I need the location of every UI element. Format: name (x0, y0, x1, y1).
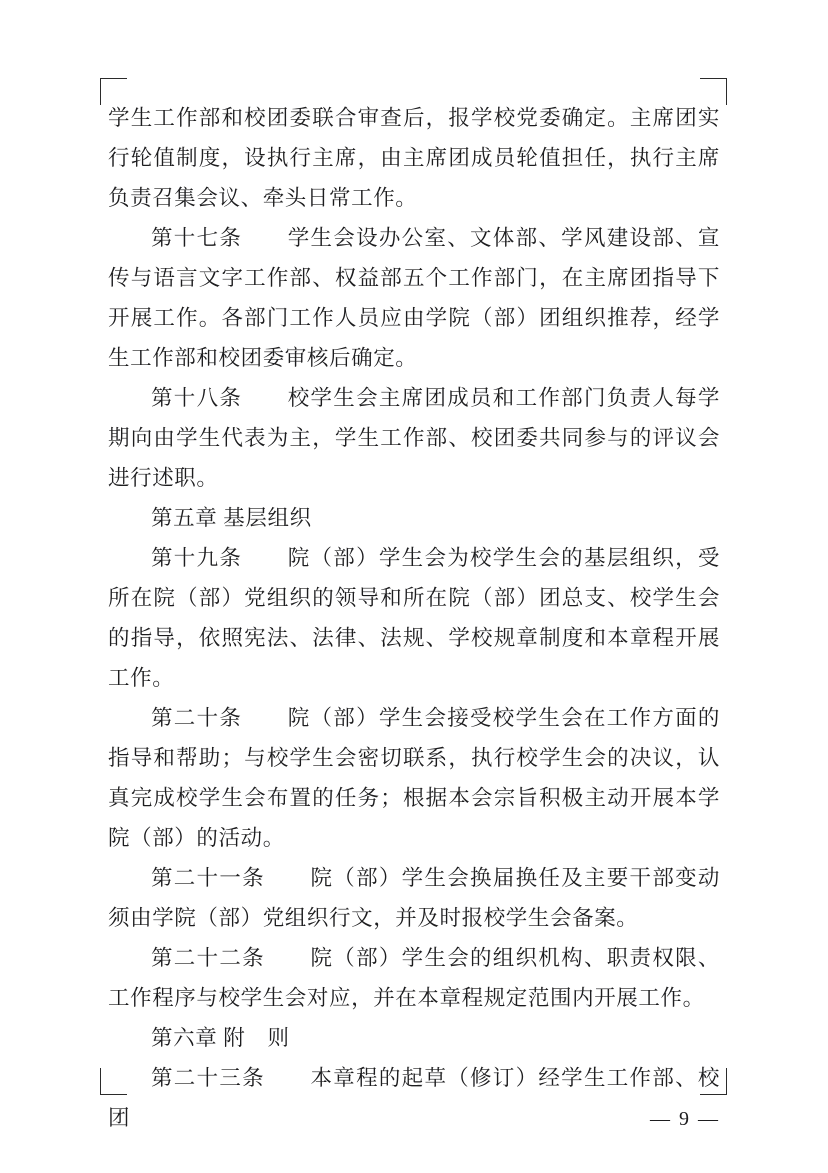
paragraph-article-23: 第二十三条 本章程的起草（修订）经学生工作部、校团 (108, 1066, 720, 1130)
document-body (108, 98, 720, 1138)
paragraph-continuation: 学生工作部和校团委联合审查后，报学校党委确定。主席团实行轮值制度，设执行主席，由主席团成员轮值担任，执行主席负责召集会议、牵头日常工作。 (108, 106, 720, 210)
paragraph-article-22: 第二十二条 院（部）学生会的组织机构、职责权限、工作程序与校学生会对应，并在本章程规定范围内开展工作。 (108, 946, 720, 1010)
paragraph-article-21: 第二十一条 院（部）学生会换届换任及主要干部变动须由学院（部）党组织行文，并及时报校学生会备案。 (108, 866, 720, 930)
paragraph-article-18: 第十八条 校学生会主席团成员和工作部门负责人每学期向由学生代表为主，学生工作部、校团委共同参与的评议会进行述职。 (108, 386, 720, 490)
heading-chapter-5: 第五章 基层组织 (151, 506, 312, 530)
page-number: — 9 — (650, 1108, 720, 1130)
heading-chapter-6: 第六章 附 则 (151, 1026, 290, 1050)
paragraph-article-20: 第二十条 院（部）学生会接受校学生会在工作方面的指导和帮助；与校学生会密切联系，执行校学生会的决议，认真完成校学生会布置的任务；根据本会宗旨积极主动开展本学院（部）的活动。 (108, 706, 720, 850)
paragraph-article-17: 第十七条 学生会设办公室、文体部、学风建设部、宣传与语言文字工作部、权益部五个工作部门，在主席团指导下开展工作。各部门工作人员应由学院（部）团组织推荐，经学生工作部和校团委审核后确定。 (108, 226, 720, 370)
paragraph-article-19: 第十九条 院（部）学生会为校学生会的基层组织，受所在院（部）党组织的领导和所在院（部）团总支、校学生会的指导，依照宪法、法律、法规、学校规章制度和本章程开展工作。 (108, 546, 720, 690)
